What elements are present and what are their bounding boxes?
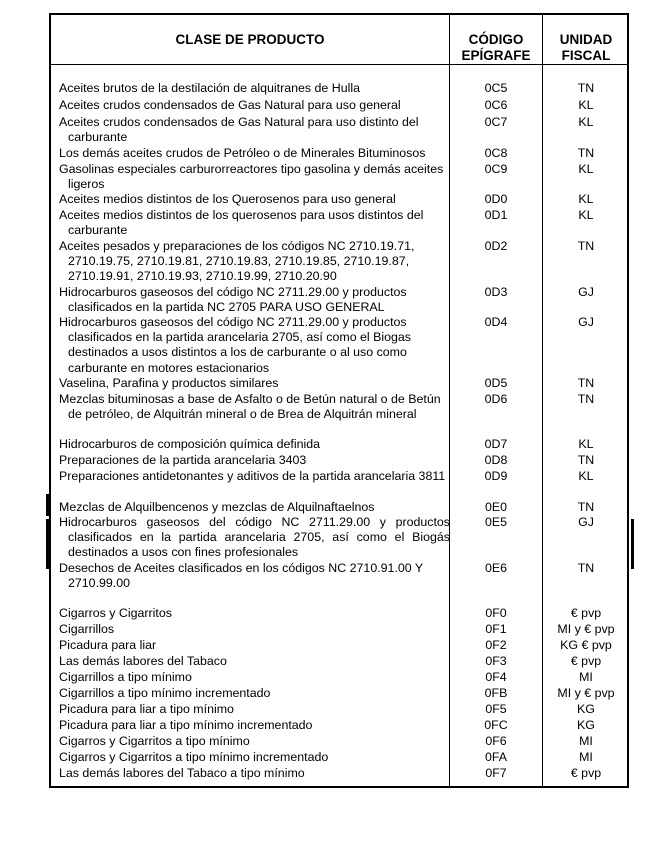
fiscal-unit: MI <box>579 670 593 684</box>
fiscal-unit: MI <box>579 734 593 748</box>
fiscal-unit: MI y € pvp <box>557 686 615 700</box>
fiscal-unit: € pvp <box>570 654 602 668</box>
header-code-line1: CÓDIGO <box>468 32 524 47</box>
fiscal-unit: TN <box>577 81 595 95</box>
header-code-line2: EPÍGRAFE <box>461 48 531 63</box>
epigraph-code: 0D0 <box>484 192 508 206</box>
fiscal-unit: GJ <box>578 515 594 529</box>
epigraph-code: 0D6 <box>484 392 508 406</box>
epigraph-code: 0E5 <box>484 515 508 529</box>
epigraph-code: 0F4 <box>485 670 507 684</box>
epigraph-code: 0E0 <box>484 500 508 514</box>
epigraph-code: 0F3 <box>485 654 507 668</box>
product-description: Las demás labores del Tabaco <box>59 654 227 668</box>
epigraph-code: 0D2 <box>484 239 508 253</box>
fiscal-unit: KL <box>578 208 594 222</box>
epigraph-code: 0C7 <box>484 115 508 129</box>
epigraph-code: 0D3 <box>484 285 508 299</box>
product-description: Picadura para liar <box>59 638 157 652</box>
fiscal-unit: MI y € pvp <box>557 622 615 636</box>
epigraph-code: 0F7 <box>485 766 507 780</box>
product-description: Aceites pesados y preparaciones de los códigos NC 2710.19.71, 2710.19.75, 2710.19.81, 2710.19.83, 2710.19.85, 2710.19.87, 2710.19.91, 2710.19.93, 2710.19.99, 2710.20.90 <box>59 239 415 284</box>
fiscal-unit: TN <box>577 146 595 160</box>
fiscal-unit: € pvp <box>570 606 602 620</box>
product-description: Picadura para liar a tipo mínimo <box>59 702 234 716</box>
product-description: Los demás aceites crudos de Petróleo o de Minerales Bituminosos <box>59 146 426 160</box>
epigraph-code: 0C8 <box>484 146 508 160</box>
product-description: Gasolinas especiales carburorreactores tipo gasolina y demás aceites ligeros <box>59 162 444 192</box>
epigraph-code: 0F5 <box>485 702 507 716</box>
header-code <box>450 32 542 64</box>
fiscal-unit: KL <box>578 115 594 129</box>
epigraph-code: 0D9 <box>484 469 508 483</box>
fiscal-unit: KL <box>578 437 594 451</box>
fiscal-unit: GJ <box>578 315 594 329</box>
product-description: Picadura para liar a tipo mínimo incrementado <box>59 718 313 732</box>
product-description: Cigarrillos <box>59 622 115 636</box>
fiscal-unit: TN <box>577 392 595 406</box>
product-description: Desechos de Aceites clasificados en los códigos NC 2710.91.00 Y 2710.99.00 <box>59 561 423 591</box>
epigraph-code: 0FB <box>484 686 508 700</box>
product-description: Aceites brutos de la destilación de alquitranes de Hulla <box>59 81 360 95</box>
product-description: Hidrocarburos gaseosos del código NC 2711.29.00 y productos clasificados en la partida NC 2705 PARA USO GENERAL <box>59 285 407 315</box>
fiscal-unit: TN <box>577 453 595 467</box>
product-class-table <box>49 13 629 788</box>
epigraph-code: 0E6 <box>484 561 508 575</box>
epigraph-code: 0C6 <box>484 98 508 112</box>
margin-mark <box>46 519 49 569</box>
epigraph-code: 0D7 <box>484 437 508 451</box>
product-description: Aceites crudos condensados de Gas Natural para uso distinto del carburante <box>59 115 419 145</box>
epigraph-code: 0F1 <box>485 622 507 636</box>
product-description: Vaselina, Parafina y productos similares <box>59 376 279 390</box>
fiscal-unit: TN <box>577 239 595 253</box>
epigraph-code: 0F0 <box>485 606 507 620</box>
epigraph-code: 0FA <box>484 750 508 764</box>
product-description: Cigarros y Cigarritos <box>59 606 172 620</box>
product-description: Aceites crudos condensados de Gas Natural para uso general <box>59 98 401 112</box>
margin-mark <box>46 494 49 516</box>
product-description: Cigarros y Cigarritos a tipo mínimo incrementado <box>59 750 329 764</box>
epigraph-code: 0F6 <box>485 734 507 748</box>
product-description: Preparaciones antidetonantes y aditivos de la partida arancelaria 3811 <box>59 469 446 483</box>
epigraph-code: 0C9 <box>484 162 508 176</box>
header-unit <box>543 32 629 64</box>
fiscal-unit: KG <box>577 718 595 732</box>
fiscal-unit: KL <box>578 162 594 176</box>
header-divider <box>51 64 627 65</box>
epigraph-code: 0C5 <box>484 81 508 95</box>
header-unit-line1: UNIDAD <box>559 32 613 47</box>
epigraph-code: 0F2 <box>485 638 507 652</box>
fiscal-unit: KL <box>578 469 594 483</box>
product-description: Aceites medios distintos de los Querosenos para uso general <box>59 192 396 206</box>
fiscal-unit: TN <box>577 500 595 514</box>
product-description: Mezclas bituminosas a base de Asfalto o de Betún natural o de Betún de petróleo, de Alquitrán mineral o de Brea de Alquitrán mineral <box>59 392 441 422</box>
product-description: Aceites medios distintos de los querosenos para usos distintos del carburante <box>59 208 424 238</box>
epigraph-code: 0FC <box>484 718 508 732</box>
epigraph-code: 0D5 <box>484 376 508 390</box>
margin-mark <box>631 519 634 569</box>
fiscal-unit: TN <box>577 561 595 575</box>
fiscal-unit: TN <box>577 376 595 390</box>
fiscal-unit: KL <box>578 192 594 206</box>
product-description: Hidrocarburos gaseosos del código NC 2711.29.00 y productos clasificados en la partida arancelaria 2705, así como el Biogas destinados a usos distintos a los de carburante o al uso como carburante en motores estacionarios <box>59 315 412 375</box>
product-description: Cigarros y Cigarritos a tipo mínimo <box>59 734 250 748</box>
fiscal-unit: GJ <box>578 285 594 299</box>
product-description: Preparaciones de la partida arancelaria 3403 <box>59 453 307 467</box>
epigraph-code: 0D4 <box>484 315 508 329</box>
fiscal-unit: KG <box>577 702 595 716</box>
product-description: Mezclas de Alquilbencenos y mezclas de Alquilnaftaelnos <box>59 500 375 514</box>
fiscal-unit: € pvp <box>570 766 602 780</box>
product-description: Hidrocarburos de composición química definida <box>59 437 321 451</box>
product-description: Cigarrillos a tipo mínimo <box>59 670 192 684</box>
product-description: Las demás labores del Tabaco a tipo mínimo <box>59 766 305 780</box>
fiscal-unit: KL <box>578 98 594 112</box>
fiscal-unit: MI <box>579 750 593 764</box>
fiscal-unit: KG € pvp <box>560 638 612 652</box>
product-description: Hidrocarburos gaseosos del código NC 2711.29.00 y productos clasificados en la partida arancelaria 2705, así como el Biogás destinados a usos con fines profesionales <box>59 515 450 560</box>
epigraph-code: 0D8 <box>484 453 508 467</box>
header-unit-line2: FISCAL <box>561 48 611 63</box>
epigraph-code: 0D1 <box>484 208 508 222</box>
header-product-class: CLASE DE PRODUCTO <box>175 32 325 47</box>
product-description: Cigarrillos a tipo mínimo incrementado <box>59 686 271 700</box>
